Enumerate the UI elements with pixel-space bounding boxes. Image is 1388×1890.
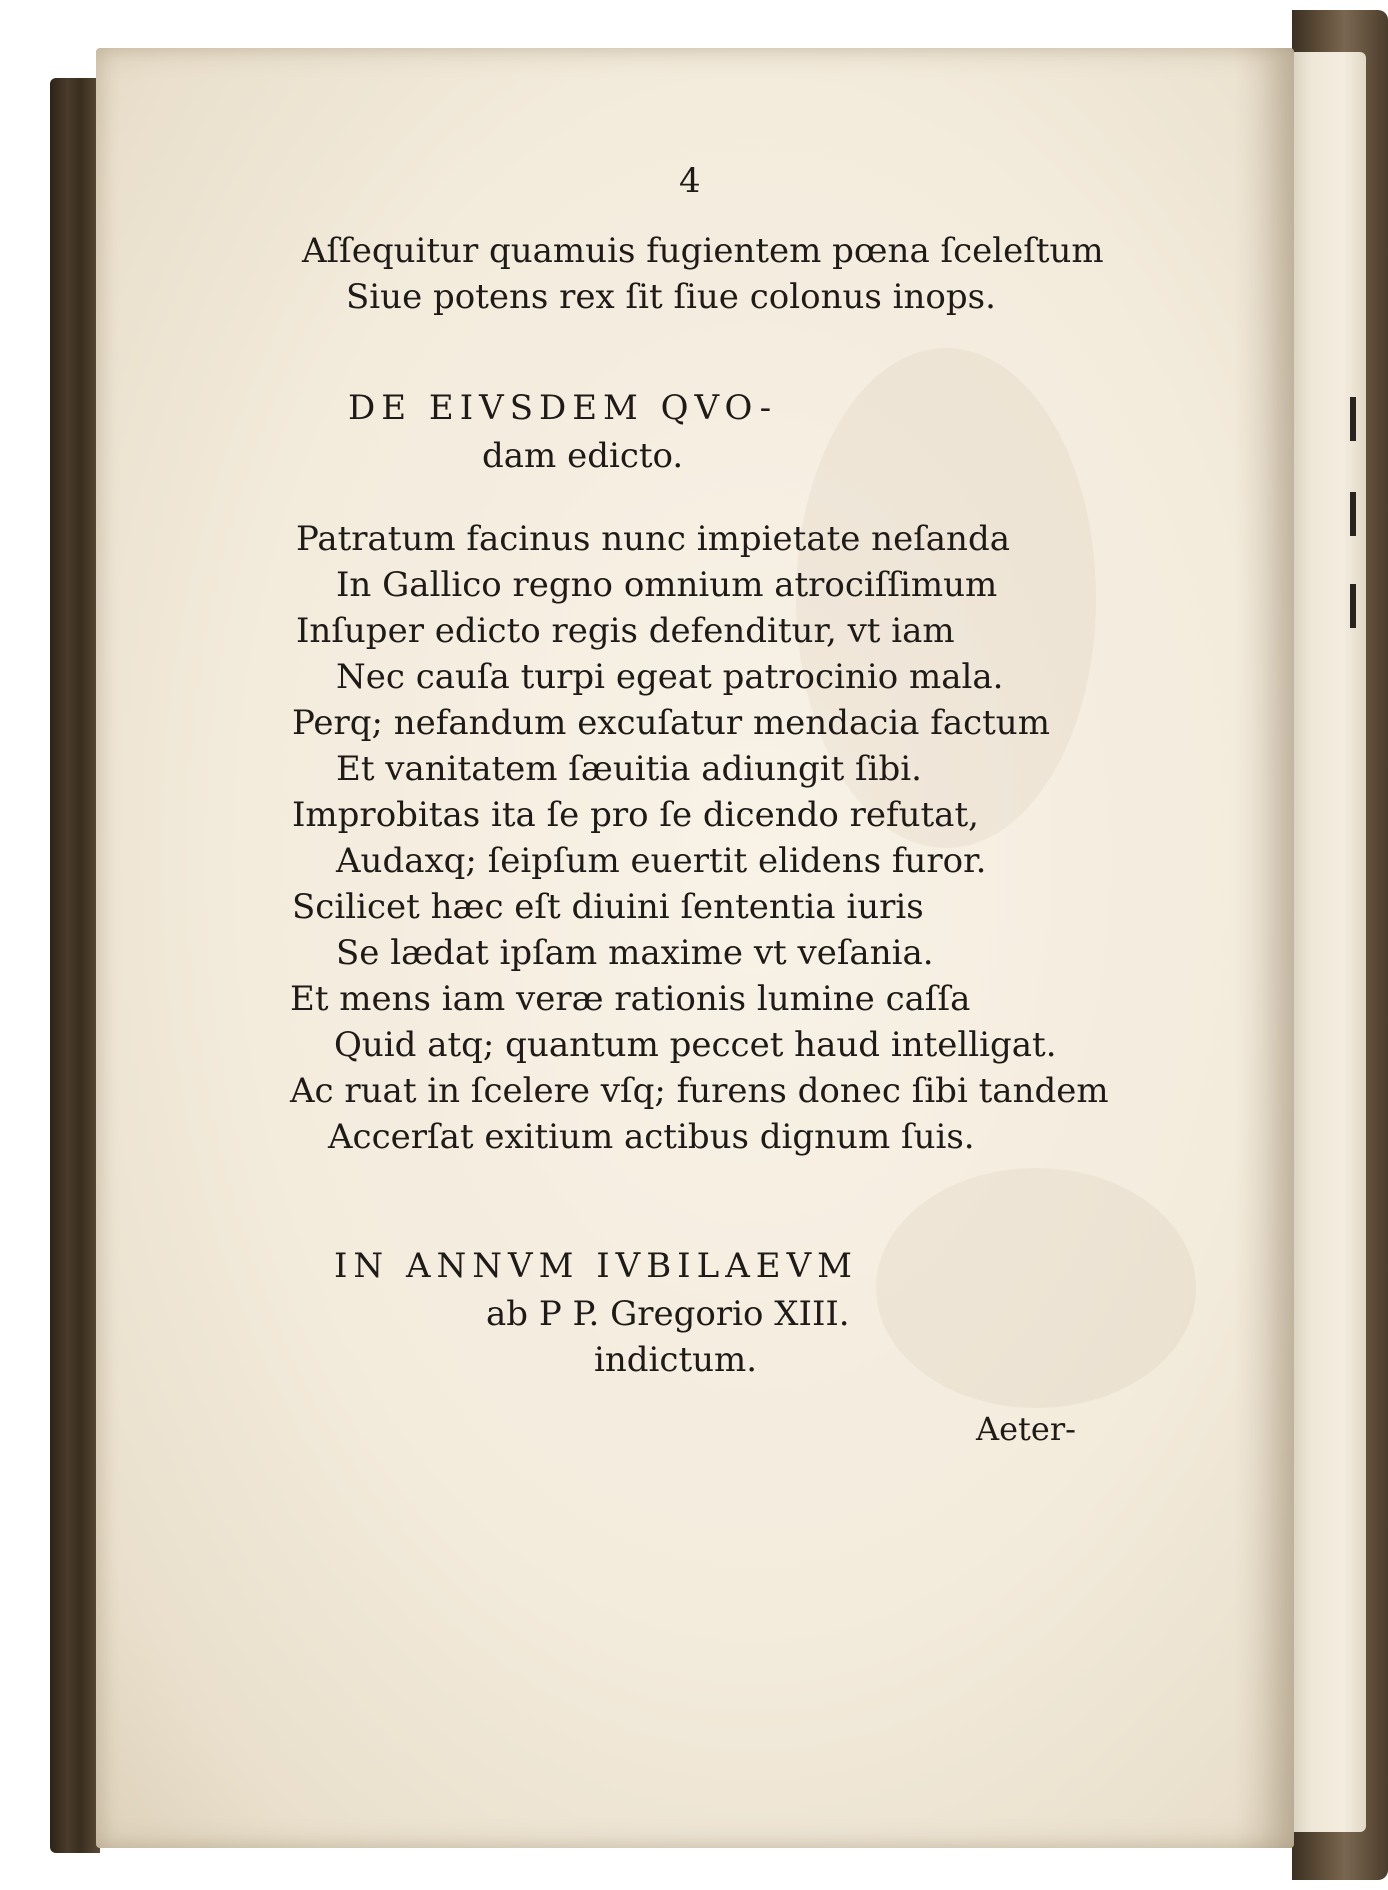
verse-line: Scilicet hæc eſt diuini ſententia iuris [292,887,924,927]
verse-line: Patratum facinus nunc impietate neſanda [296,519,1010,559]
page-number: 4 [679,161,701,201]
section-title: IN ANNVM IVBILAEVM [334,1246,858,1286]
book-binding-left [50,78,100,1853]
gutter-shadow [1234,48,1294,1848]
book-page [96,48,1294,1848]
verse-line: Aſſequitur quamuis fugientem pœna ſceleſtum [302,231,1104,271]
next-page-edge [1290,52,1366,1832]
section-subtitle: indictum. [594,1340,758,1380]
show-through-stain [876,1168,1196,1408]
verse-line: Nec cauſa turpi egeat patrocinio mala. [336,657,1004,697]
verse-line: Improbitas ita ſe pro ſe dicendo refutat, [292,795,979,835]
verse-line: Et mens iam veræ rationis lumine caſſa [290,979,971,1019]
verse-line: Et vanitatem ſæuitia adiungit ſibi. [336,749,922,789]
verse-line: Accerſat exitium actibus dignum ſuis. [328,1117,975,1157]
next-page-ink-mark [1350,492,1356,536]
verse-line: Siue potens rex ſit ſiue colonus inops. [346,277,996,317]
verse-line: Se lædat ipſam maxime vt veſania. [336,933,934,973]
next-page-ink-mark [1350,397,1356,441]
verse-line: Quid atq; quantum peccet haud intelligat. [334,1025,1057,1065]
verse-line: Perq; nefandum excuſatur mendacia factum [292,703,1050,743]
catchword: Aeter- [976,1410,1076,1448]
section-title: DE EIVSDEM QVO- [348,388,778,428]
next-page-ink-mark [1350,584,1356,628]
verse-line: In Gallico regno omnium atrociſſimum [336,565,998,605]
verse-line: Ac ruat in ſcelere vſq; furens donec ſibi tandem [290,1071,1109,1111]
section-subtitle: dam edicto. [482,436,684,476]
verse-line: Inſuper edicto regis defenditur, vt iam [296,611,955,651]
section-subtitle: ab P P. Gregorio XIII. [486,1294,850,1334]
verse-line: Audaxq; ſeipſum euertit elidens furor. [336,841,987,881]
